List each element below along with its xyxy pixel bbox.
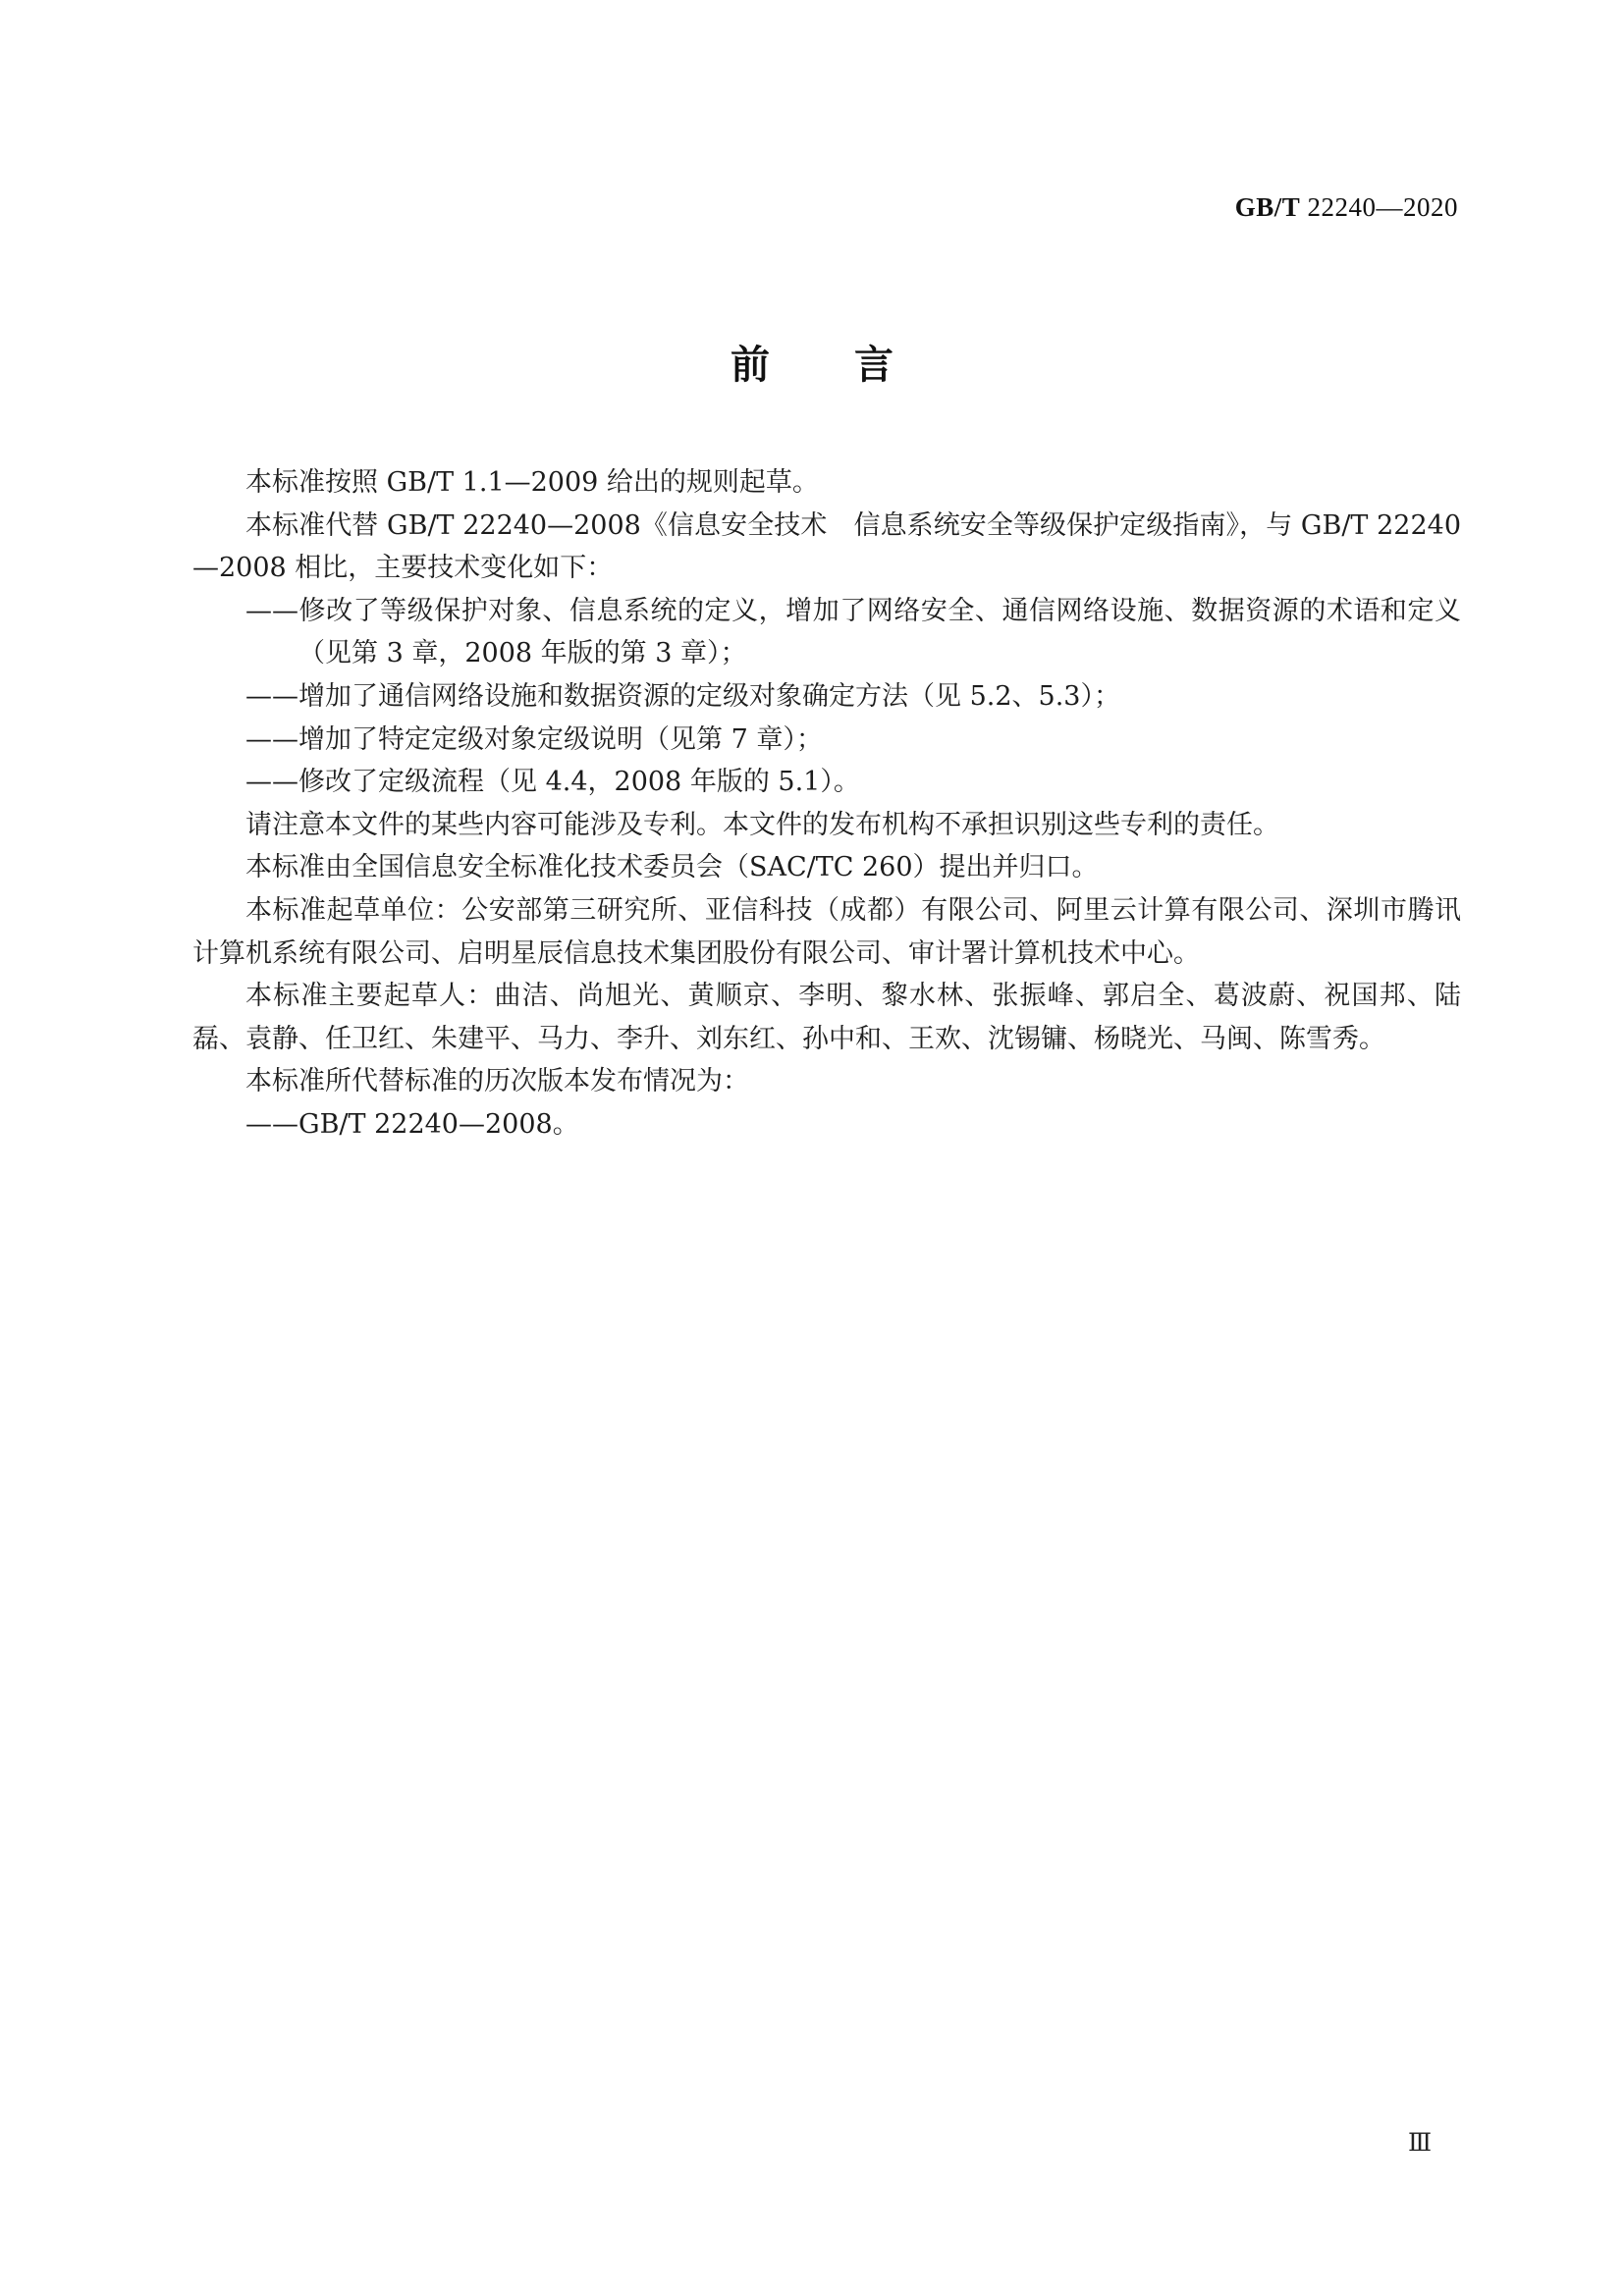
standard-prefix: GB/T (1234, 192, 1301, 222)
drafting-rule-paragraph: 本标准按照 GB/T 1.1—2009 给出的规则起草。 (245, 467, 819, 498)
page-title: 前言 (731, 343, 978, 388)
replacement-paragraph: 本标准代替 GB/T 22240—2008《信息安全技术 信息系统安全等级保护定级指南》，与 GB/T 22240—2008 相比，主要技术变化如下： (192, 509, 1461, 584)
history-intro-paragraph: 本标准所代替标准的历次版本发布情况为： (245, 1066, 749, 1097)
change-item: ——增加了通信网络设施和数据资源的定级对象确定方法（见 5.2、5.3）； (245, 680, 1120, 712)
foreword-body (192, 461, 1461, 1147)
change-item: ——修改了等级保护对象、信息系统的定义，增加了网络安全、通信网络设施、数据资源的术语和定义（见第 3 章，2008 年版的第 3 章）； (245, 595, 1461, 669)
page-number: Ⅲ (1408, 2130, 1433, 2157)
drafters-paragraph: 本标准主要起草人：曲洁、尚旭光、黄顺京、李明、黎水林、张振峰、郭启全、葛波蔚、祝国邦、陆磊、袁静、任卫红、朱建平、马力、李升、刘东红、孙中和、王欢、沈锡镛、杨晓光、马闽、陈雪秀。 (192, 981, 1461, 1054)
standard-number: 22240—2020 (1300, 192, 1458, 222)
patent-notice-paragraph: 请注意本文件的某些内容可能涉及专利。本文件的发布机构不承担识别这些专利的责任。 (245, 809, 1279, 840)
proposer-paragraph: 本标准由全国信息安全标准化技术委员会（SAC/TC 260）提出并归口。 (245, 852, 1099, 883)
standard-code-header (1235, 192, 1458, 223)
change-item: ——修改了定级流程（见 4.4，2008 年版的 5.1）。 (245, 767, 860, 798)
change-item: ——增加了特定定级对象定级说明（见第 7 章）； (245, 723, 823, 755)
drafting-units-paragraph: 本标准起草单位：公安部第三研究所、亚信科技（成都）有限公司、阿里云计算有限公司、深圳市腾讯计算机系统有限公司、启明星辰信息技术集团股份有限公司、审计署计算机技术中心。 (192, 894, 1461, 969)
history-item: ——GB/T 22240—2008。 (245, 1108, 579, 1140)
